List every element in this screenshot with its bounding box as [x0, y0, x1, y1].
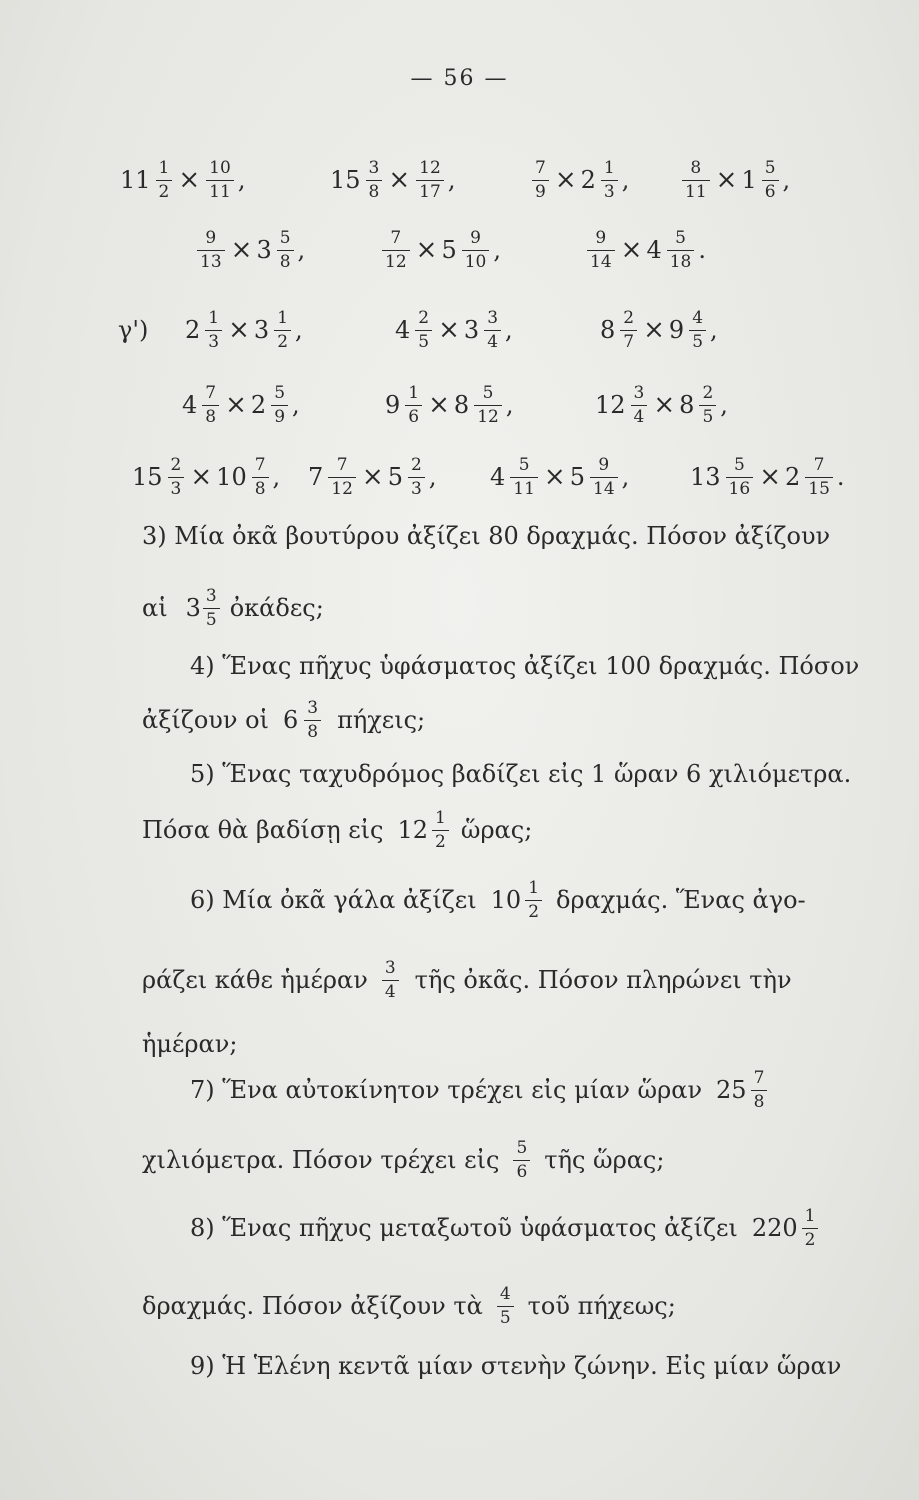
- denominator: 8: [252, 477, 269, 498]
- exercise-row: [0, 365, 919, 445]
- numerator: 7: [205, 382, 217, 403]
- problem-5-suffix: ὥρας;: [460, 816, 533, 844]
- denominator: 12: [328, 477, 356, 498]
- fraction: [510, 454, 538, 499]
- problem-4-whole: 6: [282, 706, 299, 734]
- numerator: 9: [205, 227, 217, 248]
- numerator: 8: [690, 157, 702, 178]
- denominator: 12: [474, 405, 502, 426]
- denominator: 17: [416, 180, 444, 201]
- problem-7-l2-prefix: χιλιόμετρα. Πόσον τρέχει εἰς: [142, 1146, 500, 1174]
- separator: ,: [295, 316, 303, 344]
- problem-8-l2-prefix: δραχμάς. Πόσον ἀξίζουν τὰ: [142, 1292, 483, 1320]
- multiplication-term: [530, 140, 629, 220]
- numerator: 5: [733, 454, 745, 475]
- denominator: 16: [726, 477, 754, 498]
- fraction: [206, 157, 234, 202]
- problem-9-line-1: 9) Ἡ Ἑλένη κεντᾶ μίαν στενὴν ζώνην. Εἰς μίαν ὥραν: [190, 1352, 842, 1380]
- times-sign: ×: [230, 235, 253, 265]
- denominator: 2: [274, 330, 291, 351]
- numerator: 5: [482, 382, 494, 403]
- problem-5-fraction: $\frac{1}{2}$: [432, 810, 449, 851]
- fraction: [252, 454, 269, 499]
- numerator: 5: [518, 454, 530, 475]
- times-sign: ×: [228, 315, 250, 345]
- denominator: 6: [762, 180, 779, 201]
- denominator: 14: [587, 250, 615, 271]
- times-sign: ×: [653, 390, 676, 420]
- exercise-row: [0, 290, 919, 370]
- whole-part: 2: [784, 463, 801, 491]
- problem-6-line-1: [190, 870, 902, 930]
- fraction: [587, 227, 615, 272]
- problem-3-whole: 3: [185, 594, 201, 622]
- fraction: [274, 307, 291, 352]
- fraction: [405, 382, 422, 427]
- fraction: [271, 382, 288, 427]
- problem-5-whole: 12: [397, 816, 429, 844]
- exercise-row: [0, 210, 919, 290]
- numerator: 7: [813, 454, 825, 475]
- separator: ,: [292, 391, 300, 419]
- fraction: [416, 157, 444, 202]
- times-sign: ×: [178, 165, 201, 195]
- problem-7-line-2: [142, 1130, 842, 1190]
- problem-6-prefix: 6) Μία ὀκᾶ γάλα ἀξίζει: [190, 886, 477, 914]
- denominator: 14: [590, 477, 618, 498]
- whole-part: 13: [690, 463, 721, 491]
- numerator: 7: [254, 454, 266, 475]
- numerator: 5: [675, 227, 686, 248]
- whole-part: 8: [679, 391, 695, 419]
- denominator: 5: [689, 330, 706, 351]
- whole-part: 3: [253, 316, 270, 344]
- multiplication-term: [585, 210, 706, 290]
- whole-part: 12: [595, 391, 626, 419]
- denominator: 11: [682, 180, 710, 201]
- denominator: 8: [277, 250, 294, 271]
- separator: ,: [621, 463, 630, 491]
- numerator: 3: [368, 157, 380, 178]
- multiplication-term: [120, 140, 245, 220]
- problem-6-line-3: ἡμέραν;: [142, 1030, 238, 1058]
- problem-7-prefix: 7) Ἕνα αὐτοκίνητον τρέχει εἰς μίαν ὥραν: [190, 1076, 703, 1104]
- denominator: 4: [631, 405, 648, 426]
- separator: ,: [428, 463, 437, 491]
- numerator: 7: [390, 227, 402, 248]
- separator: .: [836, 463, 845, 491]
- whole-part: 3: [463, 316, 480, 344]
- denominator: 4: [484, 330, 501, 351]
- separator: ,: [237, 166, 246, 194]
- separator: .: [698, 236, 706, 264]
- denominator: 3: [601, 180, 618, 201]
- separator: ,: [272, 463, 281, 491]
- fraction: [415, 307, 432, 352]
- problem-8-l2-suffix: τοῦ πήχεως;: [527, 1292, 676, 1320]
- multiplication-term: [395, 290, 513, 370]
- problem-5-line-1: 5) Ἕνας ταχυδρόμος βαδίζει εἰς 1 ὥραν 6 χιλιόμετρα.: [190, 760, 852, 788]
- numerator: 2: [623, 307, 635, 328]
- whole-part: 4: [490, 463, 506, 491]
- problem-8-fraction: $\frac{1}{2}$: [802, 1208, 819, 1249]
- exercise-row: [0, 140, 919, 220]
- denominator: 5: [415, 330, 432, 351]
- times-sign: ×: [388, 165, 411, 195]
- fraction: [590, 454, 618, 499]
- whole-part: 8: [453, 391, 470, 419]
- denominator: 10: [462, 250, 490, 271]
- multiplication-term: [490, 437, 629, 517]
- numerator: 5: [764, 157, 776, 178]
- whole-part: 3: [256, 236, 272, 264]
- numerator: 1: [408, 382, 420, 403]
- separator: ,: [297, 236, 306, 264]
- problem-8-whole: 220: [751, 1214, 798, 1242]
- fraction: [474, 382, 502, 427]
- multiplication-term: [595, 365, 728, 445]
- multiplication-term: [308, 437, 436, 517]
- whole-part: 4: [182, 391, 198, 419]
- whole-part: 9: [668, 316, 685, 344]
- problem-7-line-1: [190, 1060, 902, 1120]
- separator: ,: [447, 166, 456, 194]
- numerator: 9: [470, 227, 481, 248]
- fraction: [726, 454, 754, 499]
- denominator: 8: [202, 405, 219, 426]
- problem-3-line-1: 3) Μία ὀκᾶ βουτύρου ἀξίζει 80 δραχμάς. Πόσον ἀξίζουν: [142, 522, 831, 550]
- fraction: [205, 307, 222, 352]
- problem-5-prefix: Πόσα θὰ βαδίσῃ εἰς: [142, 816, 384, 844]
- fraction: [168, 454, 185, 499]
- problem-7-fraction: $\frac{7}{8}$: [751, 1070, 768, 1111]
- fraction: [462, 227, 490, 272]
- problem-6-l2-fraction: $\frac{3}{4}$: [382, 960, 399, 1001]
- fraction: [682, 157, 710, 202]
- separator: ,: [505, 391, 514, 419]
- denominator: 11: [510, 477, 538, 498]
- problem-6-l2-prefix: ράζει κάθε ἡμέραν: [142, 966, 368, 994]
- problem-4-suffix: πήχεις;: [337, 706, 426, 734]
- multiplication-term: [680, 140, 790, 220]
- separator: ,: [710, 316, 718, 344]
- times-sign: ×: [759, 462, 781, 492]
- whole-part: 8: [600, 316, 616, 344]
- numerator: 1: [208, 307, 220, 328]
- numerator: 2: [170, 454, 182, 475]
- page-number: — 56 —: [410, 66, 509, 91]
- multiplication-term: [385, 365, 513, 445]
- fraction: [689, 307, 706, 352]
- numerator: 10: [209, 157, 231, 178]
- denominator: 18: [667, 250, 695, 271]
- problem-8-l2-fraction: $\frac{4}{5}$: [497, 1286, 514, 1327]
- numerator: 2: [411, 454, 422, 475]
- problem-6-l2-suffix: τῆς ὀκᾶς. Πόσον πληρώνει τὴν: [414, 966, 792, 994]
- whole-part: 9: [385, 391, 401, 419]
- whole-part: 10: [216, 463, 247, 491]
- problem-6-suffix: δραχμάς. Ἕνας ἀγο-: [556, 886, 806, 914]
- problem-6-whole: 10: [490, 886, 522, 914]
- multiplication-term: [330, 140, 455, 220]
- separator: ,: [720, 391, 728, 419]
- denominator: 11: [206, 180, 234, 201]
- problem-4-fraction: $\frac{3}{8}$: [304, 700, 321, 741]
- whole-part: 4: [646, 236, 662, 264]
- fraction: [631, 382, 648, 427]
- fraction: [156, 157, 173, 202]
- multiplication-term: [380, 210, 501, 290]
- denominator: 15: [805, 477, 833, 498]
- denominator: 2: [156, 180, 173, 201]
- whole-part: 2: [250, 391, 267, 419]
- whole-part: 5: [569, 463, 585, 491]
- numerator: 1: [158, 157, 170, 178]
- times-sign: ×: [225, 390, 247, 420]
- numerator: 1: [277, 307, 289, 328]
- whole-part: 7: [308, 463, 324, 491]
- problem-4-line-2: [142, 690, 642, 750]
- numerator: 3: [633, 382, 645, 403]
- multiplication-term: [132, 437, 280, 517]
- separator: ,: [782, 166, 791, 194]
- denominator: 3: [408, 477, 425, 498]
- separator: ,: [621, 166, 630, 194]
- times-sign: ×: [361, 462, 384, 492]
- problem-3-suffix: ὀκάδες;: [229, 594, 324, 622]
- times-sign: ×: [554, 165, 577, 195]
- whole-part: 1: [741, 166, 757, 194]
- multiplication-term: [690, 437, 845, 517]
- numerator: 12: [419, 157, 441, 178]
- fraction: [620, 307, 637, 352]
- numerator: 5: [274, 382, 286, 403]
- numerator: 4: [692, 307, 704, 328]
- problem-5-line-2: [142, 800, 742, 860]
- whole-part: 15: [330, 166, 361, 194]
- multiplication-term: [195, 210, 305, 290]
- numerator: 9: [595, 227, 607, 248]
- fraction: [699, 382, 716, 427]
- whole-part: 2: [185, 316, 201, 344]
- problem-3-prefix: αἱ: [142, 594, 168, 622]
- fraction: [382, 227, 410, 272]
- fraction: [366, 157, 383, 202]
- denominator: 9: [271, 405, 288, 426]
- multiplication-term: [600, 290, 718, 370]
- problem-3-fraction: $\frac{3}{5}$: [203, 588, 220, 629]
- times-sign: ×: [428, 390, 450, 420]
- numerator: 9: [598, 454, 610, 475]
- fraction: [762, 157, 779, 202]
- problem-7-l2-fraction: $\frac{5}{6}$: [513, 1140, 530, 1181]
- numerator: 3: [487, 307, 499, 328]
- numerator: 1: [603, 157, 615, 178]
- fraction: [277, 227, 294, 272]
- times-sign: ×: [715, 165, 738, 195]
- whole-part: 5: [441, 236, 457, 264]
- fraction: [202, 382, 219, 427]
- times-sign: ×: [543, 462, 566, 492]
- times-sign: ×: [620, 235, 643, 265]
- exercise-group-label: γ'): [118, 316, 149, 344]
- multiplication-term: [185, 290, 303, 370]
- problem-4-prefix: ἀξίζουν οἱ: [142, 706, 269, 734]
- fraction: [601, 157, 618, 202]
- whole-part: 4: [395, 316, 411, 344]
- problem-7-whole: 25: [716, 1076, 747, 1104]
- times-sign: ×: [643, 315, 665, 345]
- fraction: [328, 454, 356, 499]
- whole-part: 15: [132, 463, 163, 491]
- denominator: 7: [620, 330, 637, 351]
- denominator: 9: [532, 180, 549, 201]
- fraction: [667, 227, 695, 272]
- denominator: 3: [205, 330, 222, 351]
- whole-part: 5: [387, 463, 403, 491]
- numerator: 2: [702, 382, 714, 403]
- problem-8-line-2: [142, 1276, 842, 1336]
- whole-part: 2: [580, 166, 596, 194]
- fraction: [408, 454, 425, 499]
- denominator: 3: [168, 477, 185, 498]
- problem-8-line-1: [190, 1198, 902, 1258]
- fraction: [197, 227, 225, 272]
- problem-4-line-1: 4) Ἕνας πῆχυς ὑφάσματος ἀξίζει 100 δραχμάς. Πόσον: [190, 652, 860, 680]
- problem-7-l2-suffix: τῆς ὥρας;: [544, 1146, 665, 1174]
- numerator: 5: [279, 227, 291, 248]
- problem-3-line-2: [142, 578, 542, 638]
- separator: ,: [505, 316, 513, 344]
- fraction: [532, 157, 549, 202]
- denominator: 8: [366, 180, 383, 201]
- denominator: 13: [197, 250, 225, 271]
- numerator: 2: [418, 307, 430, 328]
- exercise-row: [0, 437, 919, 517]
- fraction: [805, 454, 833, 499]
- denominator: 6: [405, 405, 422, 426]
- times-sign: ×: [190, 462, 213, 492]
- whole-part: 11: [120, 166, 151, 194]
- times-sign: ×: [438, 315, 460, 345]
- denominator: 5: [699, 405, 716, 426]
- problem-8-prefix: 8) Ἕνας πῆχυς μεταξωτοῦ ὑφάσματος ἀξίζει: [190, 1214, 738, 1242]
- times-sign: ×: [415, 235, 438, 265]
- problem-6-line-2: [142, 950, 902, 1010]
- multiplication-term: [182, 365, 300, 445]
- numerator: 7: [336, 454, 348, 475]
- denominator: 12: [382, 250, 410, 271]
- problem-6-fraction: $\frac{1}{2}$: [525, 880, 542, 921]
- fraction: [484, 307, 501, 352]
- separator: ,: [493, 236, 501, 264]
- numerator: 7: [535, 157, 546, 178]
